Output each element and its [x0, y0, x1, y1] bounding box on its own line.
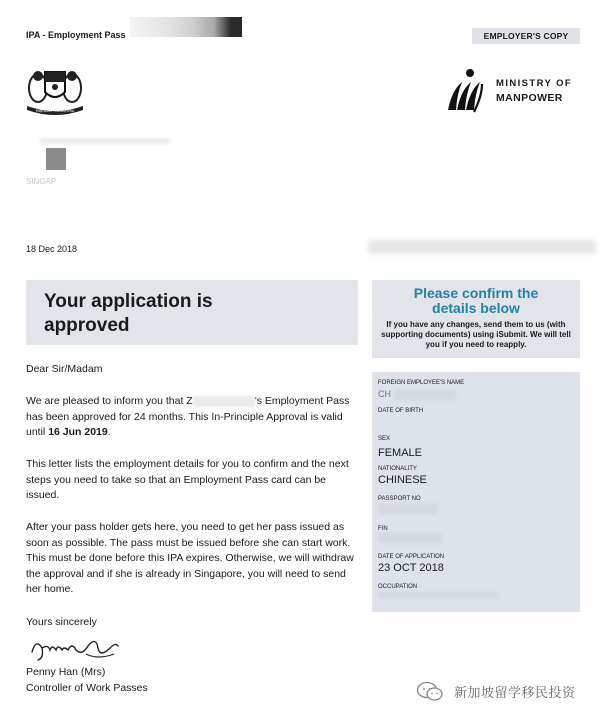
- singapore-crest-icon: [24, 62, 86, 118]
- name-label: FOREIGN EMPLOYEE'S NAME: [378, 380, 465, 386]
- occupation-label: OCCUPATION: [378, 584, 418, 590]
- watermark-text: 新加坡留学移民投资: [454, 684, 576, 700]
- closing: Yours sincerely: [26, 616, 97, 628]
- address-redacted-line: [40, 138, 170, 144]
- valid-until-date: 16 Jun 2019: [48, 426, 108, 438]
- salutation: Dear Sir/Madam: [26, 363, 103, 375]
- confirm-title: Please confirm the details below: [413, 285, 539, 316]
- form-title: IPA - Employment Pass: [26, 30, 126, 40]
- approval-headline: Your application is approved: [44, 291, 213, 336]
- address-redaction-block: [46, 148, 66, 170]
- nationality-label: NATIONALITY: [378, 466, 417, 472]
- name-redaction: [193, 396, 255, 407]
- paragraph-approval-middle: 's Employment Pass has been approved for 24 months. This In-Principle Approval is valid until: [26, 395, 350, 438]
- confirm-details-box: [372, 280, 580, 358]
- confirm-note: If you have any changes, send them to us (with supporting documents) using iSubmit. We will tell you if you need to reapply.: [381, 320, 571, 349]
- letter-date: 18 Dec 2018: [26, 244, 78, 254]
- paragraph-approval: [26, 394, 356, 441]
- name-value: CH: [378, 389, 391, 399]
- passport-label: PASSPORT NO: [378, 496, 421, 502]
- application-date-value: 23 OCT 2018: [378, 562, 444, 574]
- paragraph-next-steps: This letter lists the employment details for you to confirm and the next steps you need to take so that an Employment Pass card can be issued.: [26, 458, 349, 501]
- sex-value: FEMALE: [378, 447, 423, 459]
- address-partial: SINGAP: [26, 177, 57, 186]
- paragraph-instructions: After your pass holder gets here, you need to get her pass issued as soon as possible. The pass must be issued before she can start work. This must be done before this IPA expires. Otherwise, we will withdraw the approval and if she is already in Singapore, you will need to send her home.: [26, 521, 354, 595]
- passport-redaction: [378, 504, 438, 514]
- crest-motto: MAJULAH SINGAPURA: [35, 109, 75, 113]
- ministry-of-manpower-logo-icon: [444, 66, 484, 114]
- copy-label: EMPLOYER'S COPY: [472, 28, 580, 44]
- wechat-icon: [416, 680, 444, 702]
- paragraph-approval-end: .: [107, 426, 111, 438]
- paragraph-approval-start: We are pleased to inform you that Z: [26, 395, 193, 407]
- ministry-name-line2: MANPOWER: [496, 92, 563, 104]
- occupation-redaction: [378, 592, 498, 598]
- fin-redaction: [378, 533, 442, 543]
- signer-title: Controller of Work Passes: [26, 682, 148, 694]
- dob-label: DATE OF BIRTH: [378, 408, 424, 414]
- approval-banner: [26, 280, 358, 345]
- watermark: [416, 680, 576, 702]
- signer-name: Penny Han (Mrs): [26, 666, 106, 678]
- signature-image: [26, 630, 122, 666]
- fin-label: FIN: [378, 526, 388, 532]
- nationality-value: CHINESE: [378, 474, 427, 486]
- ministry-name-line1: MINISTRY OF: [496, 78, 573, 89]
- application-date-label: DATE OF APPLICATION: [378, 554, 445, 560]
- redaction-bar: [130, 17, 242, 37]
- redaction-bar: [368, 240, 596, 254]
- name-redaction: [394, 390, 456, 400]
- sex-label: SEX: [378, 436, 391, 442]
- employee-details-panel: [372, 372, 580, 612]
